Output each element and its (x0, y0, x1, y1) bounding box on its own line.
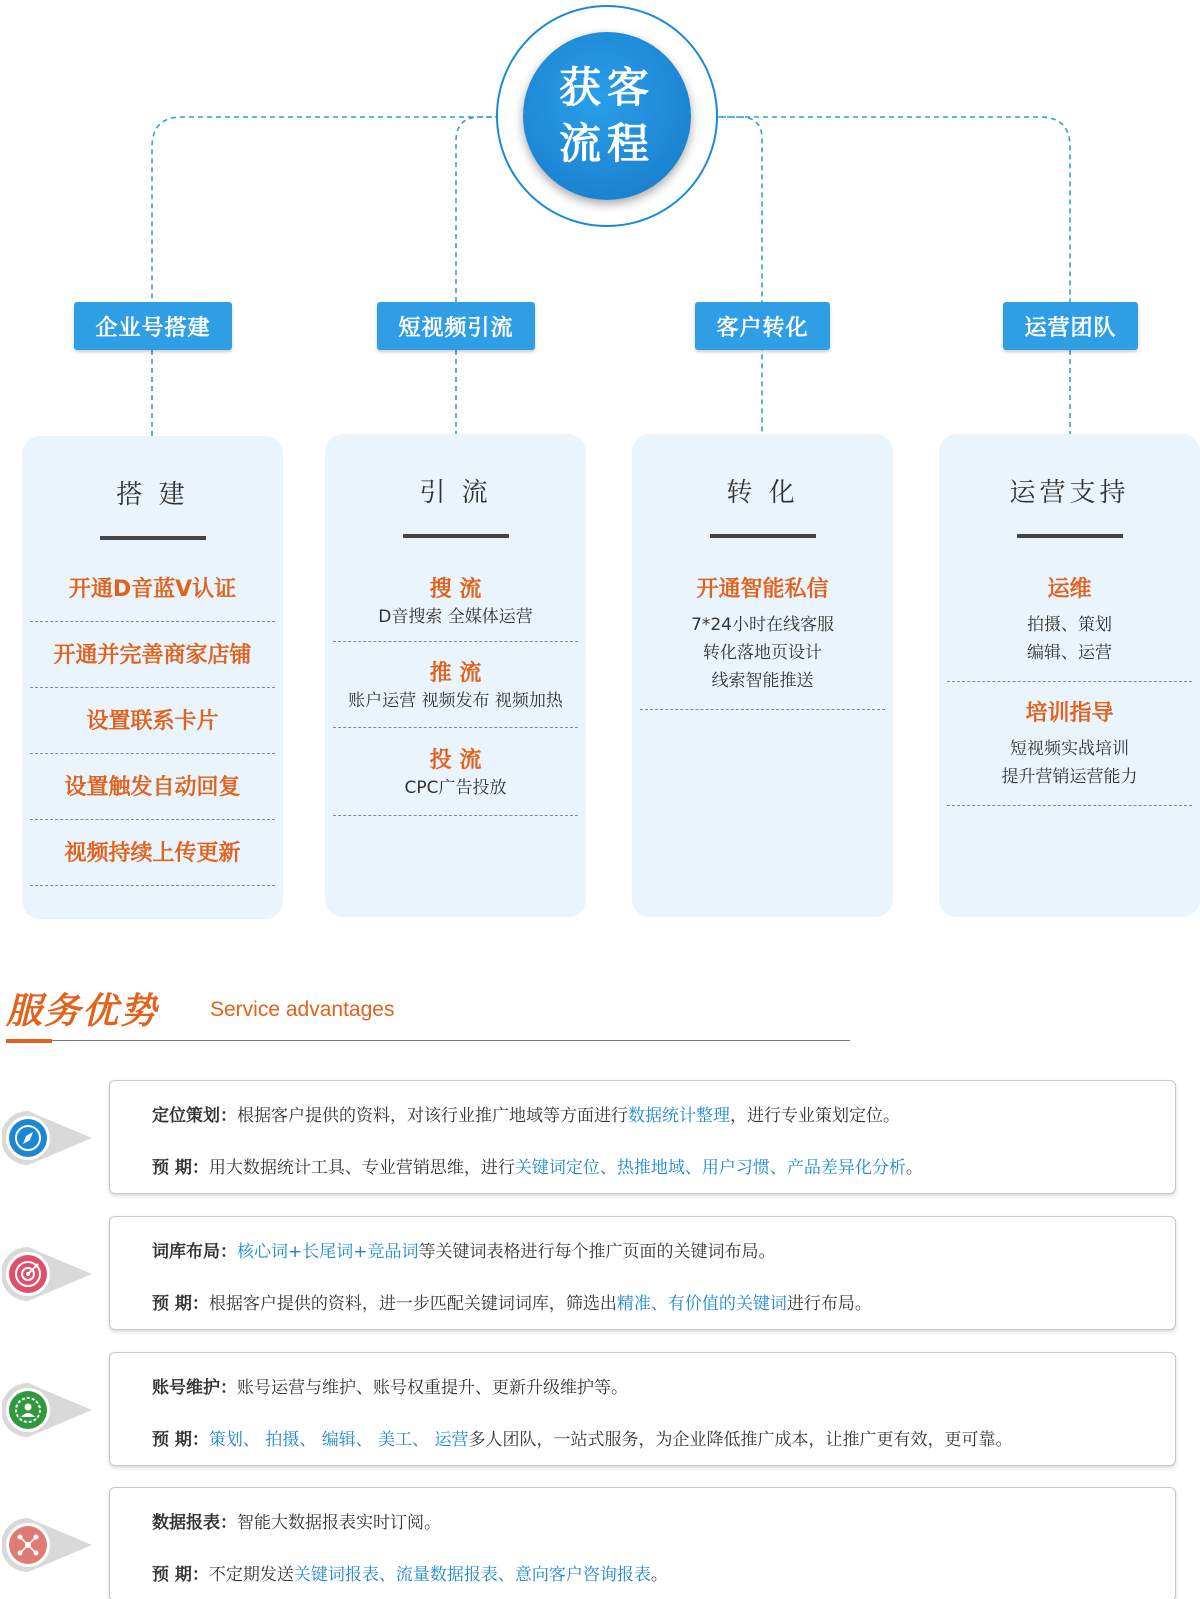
card-title: 转 化 (726, 478, 799, 508)
section-accent (6, 1039, 52, 1043)
tag-conversion: 客户转化 (695, 302, 830, 350)
advantage-box (109, 1487, 1176, 1599)
advantage-box (109, 1080, 1176, 1194)
advantage-line (152, 1560, 668, 1585)
group-head: 搜 流 (429, 577, 482, 602)
advantage-label: 预 期： (152, 1294, 209, 1314)
group-head: 投 流 (429, 748, 482, 773)
card-item: 设置联系卡片 (30, 704, 275, 754)
group-line: 编辑、运营 (1027, 643, 1112, 663)
advantage-line (152, 1101, 900, 1126)
advantage-label: 预 期： (152, 1430, 209, 1450)
card-underline (710, 534, 816, 538)
advantage-text: 多人团队，一站式服务，为企业降低推广成本，让推广更有效，更可靠。 (468, 1430, 1013, 1450)
group-line: 提升营销运营能力 (1001, 767, 1138, 787)
card-group (333, 743, 578, 816)
card-underline (1017, 534, 1123, 538)
advantage-text: 进行布局。 (786, 1294, 872, 1314)
group-line: 短视频实战培训 (1010, 739, 1129, 759)
advantage-highlight: 关键词定位、热推地域、用户习惯、产品差异化分析 (514, 1158, 906, 1178)
card-ops-support (939, 434, 1200, 917)
advantage-line (152, 1373, 628, 1398)
advantage-line (152, 1289, 872, 1314)
user-badge-icon (2, 1381, 94, 1439)
group-line: 拍摄、策划 (1027, 615, 1112, 635)
advantage-text: 不定期发送 (208, 1565, 294, 1585)
advantage-label: 词库布局： (152, 1242, 237, 1262)
card-item: 视频持续上传更新 (30, 836, 275, 886)
group-line: CPC广告投放 (404, 778, 507, 798)
card-traffic (325, 434, 586, 917)
advantage-text: 。 (905, 1158, 923, 1178)
group-head: 运维 (1047, 577, 1092, 602)
group-line: D音搜索 全媒体运营 (378, 607, 533, 627)
group-line: 7*24小时在线客服 (691, 615, 834, 635)
advantage-text: 根据客户提供的资料，对该行业推广地域等方面进行 (237, 1106, 628, 1126)
advantage-text: 等关键词表格进行每个推广页面的关键词布局。 (418, 1242, 776, 1262)
card-group (947, 572, 1192, 682)
advantage-line (152, 1153, 923, 1178)
connector-4 (718, 117, 1070, 302)
card-item: 开通并完善商家店铺 (30, 638, 275, 688)
advantage-highlight: 策划、 拍摄、 编辑、 美工、 运营 (208, 1430, 469, 1450)
card-underline (403, 534, 509, 538)
section-divider (6, 1040, 850, 1041)
tag-enterprise-setup: 企业号搭建 (74, 302, 232, 350)
hub-line-2: 流程 (558, 119, 655, 168)
advantage-label: 预 期： (152, 1158, 209, 1178)
card-group (333, 572, 578, 642)
advantage-box (109, 1352, 1176, 1466)
advantage-text: 根据客户提供的资料，进一步匹配关键词词库，筛选出 (208, 1294, 617, 1314)
advantage-line (152, 1508, 441, 1533)
advantage-text: 用大数据统计工具、专业营销思维，进行 (208, 1158, 515, 1178)
section-title: 服务优势 (6, 991, 159, 1032)
advantage-text: 。 (650, 1565, 668, 1585)
advantage-text: ，进行专业策划定位。 (730, 1106, 900, 1126)
group-head: 开通智能私信 (696, 577, 829, 602)
card-title: 运营支持 (1009, 478, 1130, 508)
network-icon (2, 1516, 94, 1574)
card-underline (100, 536, 206, 540)
card-group (947, 696, 1192, 806)
advantage-highlight: 关键词报表、流量数据报表、意向客户咨询报表 (293, 1565, 651, 1585)
advantage-text: 账号运营与维护、账号权重提升、更新升级维护等。 (237, 1378, 628, 1398)
advantage-label: 账号维护： (152, 1378, 237, 1398)
advantage-highlight: 精准、有价值的关键词 (616, 1294, 787, 1314)
tag-ops-team: 运营团队 (1003, 302, 1138, 350)
card-setup (22, 436, 283, 919)
advantage-text: 智能大数据报表实时订阅。 (237, 1513, 441, 1533)
card-item: 开通D音蓝V认证 (30, 572, 275, 622)
compass-icon (2, 1109, 94, 1167)
hub-line-1: 获客 (558, 63, 655, 112)
advantage-line (152, 1425, 1013, 1450)
advantage-label: 数据报表： (152, 1513, 237, 1533)
group-line: 线索智能推送 (711, 671, 814, 691)
target-icon (2, 1245, 94, 1303)
advantage-label: 定位策划： (152, 1106, 237, 1126)
advantage-box (109, 1216, 1176, 1330)
connector-1 (152, 117, 500, 302)
group-head: 推 流 (429, 661, 482, 686)
advantage-highlight: 数据统计整理 (628, 1106, 730, 1126)
group-head: 培训指导 (1025, 701, 1114, 726)
card-title: 搭 建 (116, 480, 189, 510)
tag-video-traffic: 短视频引流 (377, 302, 535, 350)
advantage-highlight: 核心词+长尾词+竞品词 (237, 1242, 419, 1262)
card-group (640, 572, 885, 710)
card-title: 引 流 (419, 478, 492, 508)
card-conversion (632, 434, 893, 917)
advantage-line (152, 1237, 776, 1262)
advantage-label: 预 期： (152, 1565, 209, 1585)
group-line: 转化落地页设计 (703, 643, 822, 663)
section-subtitle: Service advantages (210, 998, 395, 1021)
card-item: 设置触发自动回复 (30, 770, 275, 820)
connector-3 (712, 117, 762, 436)
group-line: 账户运营 视频发布 视频加热 (348, 691, 563, 711)
card-group (333, 656, 578, 728)
hub-circle (523, 32, 691, 200)
